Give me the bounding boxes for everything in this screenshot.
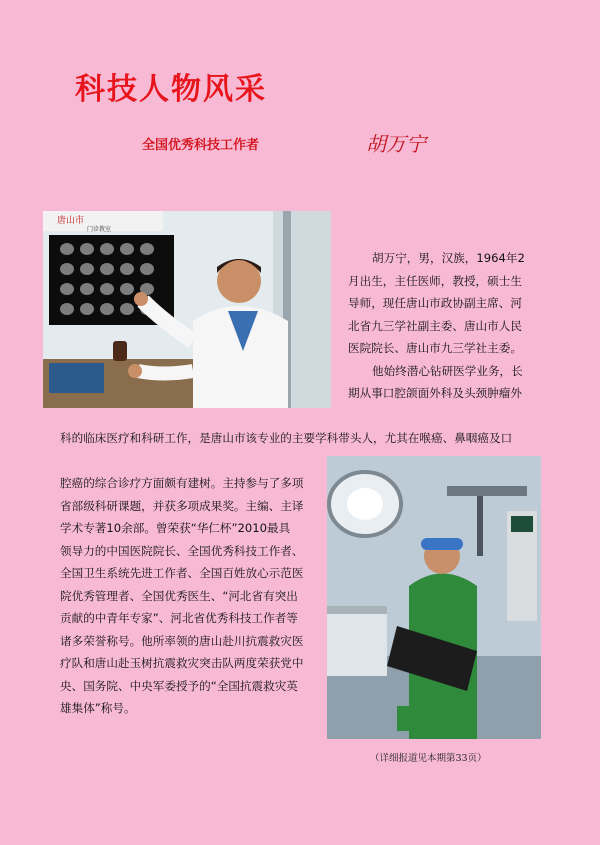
bio-line: 医院院长、唐山市九三学社主委。 — [348, 341, 522, 355]
bio-line: 全国卫生系统先进工作者、全国百姓放心示范医 — [60, 566, 304, 580]
bio-paragraph-intro — [348, 247, 548, 405]
bio-line: 胡万宁，男，汉族，1964年2 — [372, 251, 525, 265]
photo-doctor-operating-room-illustration — [327, 456, 541, 739]
bio-line: 科的临床医疗和科研工作，是唐山市该专业的主要学科带头人，尤其在喉癌、鼻咽癌及口 — [60, 431, 513, 445]
bio-line: 诸多荣誉称号。他所率领的唐山赴川抗震救灾医 — [60, 633, 304, 648]
wall-sign-text: 唐山市 — [57, 216, 85, 226]
bio-line: 腔癌的综合诊疗方面颇有建树。主持参与了多项 — [60, 476, 304, 490]
bio-line: 他始终潜心钻研医学业务，长 — [372, 363, 523, 378]
bio-line: 期从事口腔颌面外科及头颈肿瘤外 — [348, 386, 522, 400]
wall-sign-subtext: 门诊教室 — [87, 226, 112, 233]
bio-paragraph-achievements — [60, 472, 322, 720]
bio-line: 月出生，主任医师，教授，硕士生 — [348, 273, 522, 288]
bio-line: 北省九三学社副主委、唐山市人民 — [348, 318, 522, 333]
page-reference-caption: （详细报道见本期第33页） — [370, 753, 487, 764]
photo-doctor-xray-illustration — [43, 211, 331, 408]
bio-paragraph-full-width — [60, 427, 550, 450]
bio-line: 学术专著10余部。曾荣获“华仁杯”2010最具 — [60, 521, 291, 535]
bio-line: 省部级科研课题，并获多项成果奖。主编、主译 — [60, 498, 304, 513]
bio-line: 领导力的中国医院院长、全国优秀科技工作者、 — [60, 543, 304, 558]
bio-line: 贡献的中青年专家”、河北省优秀科技工作者等 — [60, 611, 298, 625]
photo-doctor-operating-room — [327, 456, 541, 739]
page-title: 科技人物风采 — [75, 72, 267, 107]
signature-name: 胡万宁 — [366, 132, 426, 156]
bio-line: 央、国务院、中央军委授予的“全国抗震救灾英 — [60, 678, 298, 693]
bio-line: 导师，现任唐山市政协副主席、河 — [348, 296, 522, 310]
bio-line: 疗队和唐山赴玉树抗震救灾突击队两度荣获党中 — [60, 656, 304, 670]
bio-line: 院优秀管理者、全国优秀医生、“河北省有突出 — [60, 588, 298, 603]
bio-line: 雄集体”称号。 — [60, 701, 136, 715]
honor-subtitle: 全国优秀科技工作者 — [142, 138, 260, 153]
photo-doctor-xray — [43, 211, 331, 408]
